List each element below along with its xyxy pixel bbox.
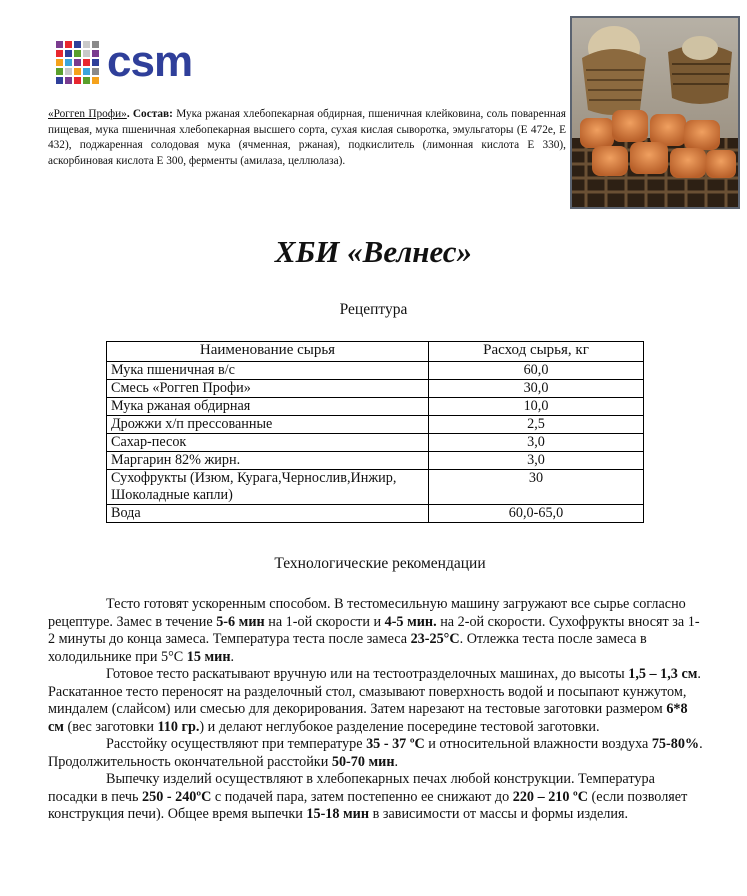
bold-value: 23-25°С <box>410 631 460 647</box>
logo-square <box>56 77 63 84</box>
header-amount: Расход сырья, кг <box>429 342 644 362</box>
text-run: на 1-ой скорости и <box>264 613 385 630</box>
table-row <box>107 434 644 452</box>
ingredient-name: Вода <box>107 505 429 523</box>
ingredient-name: Дрожжи х/п прессованные <box>107 416 429 434</box>
paragraph <box>48 736 704 771</box>
page-title: ХБИ «Велнес» <box>274 234 473 269</box>
composition-body: Мука ржаная хлебопекарная обдирная, пшеничная клейковина, соль поваренная пищевая, мука пшеничная хлебопекарная высшего сорта, сухая кислая сыворотка, эмульгаторы (Е 472е, Е 432), поджаренная солодовая мука (ячменная, ржаная), подкислитель (лимонная кислота Е 330), аскорбиновая кислота Е 300, ферменты (амилаза, целлюлаза). <box>48 108 567 167</box>
logo-square <box>74 77 81 84</box>
text-run: Выпечку изделий осуществляют в хлебопекарных печах любой конструкции. Температура посадки в печь <box>48 771 655 805</box>
text-run: ) и делают неглубокое разделение посередине тестовой заготовки. <box>199 718 600 735</box>
text-run: (вес заготовки <box>63 718 158 735</box>
ingredient-amount: 60,0-65,0 <box>429 505 644 523</box>
bold-value: 75-80% <box>651 736 700 752</box>
text-run: (если позволяет конструкция печи). Общее время выпечки <box>48 788 688 822</box>
logo-square <box>56 41 63 48</box>
ingredient-amount: 10,0 <box>429 398 644 416</box>
ingredient-name: Мука пшеничная в/с <box>107 362 429 380</box>
text-run: с подачей пара, затем постепенно ее снижают до <box>211 788 513 805</box>
ingredient-amount: 30,0 <box>429 380 644 398</box>
paragraph <box>48 771 704 824</box>
logo-square <box>83 41 90 48</box>
table-row <box>107 470 644 505</box>
text-run: Расстойку осуществляют при температуре <box>106 736 367 752</box>
ingredient-amount: 3,0 <box>429 434 644 452</box>
text-run: . Продолжительность окончательной расстойки <box>48 736 703 770</box>
logo-square <box>65 59 72 66</box>
ingredient-name: Мука ржаная обдирная <box>107 398 429 416</box>
logo-square <box>56 68 63 75</box>
ingredient-amount: 30 <box>429 470 644 505</box>
tech-recommendations-title: Технологические рекомендации <box>274 555 486 572</box>
ingredient-name: Маргарин 82% жирн. <box>107 452 429 470</box>
text-run: на 2-ой скорости. Сухофрукты вносят за 1-2 минуты до конца замеса. Температура теста после замеса <box>48 613 700 647</box>
logo-square <box>65 77 72 84</box>
bread-basket-photo <box>572 18 738 207</box>
table-row <box>107 452 644 470</box>
logo-square <box>65 68 72 75</box>
logo-square <box>92 59 99 66</box>
text-run: . Отлежка теста после замеса в холодильнике при 5°С <box>48 631 647 665</box>
ingredient-name: Сахар-песок <box>107 434 429 452</box>
paragraph <box>48 666 704 736</box>
logo-square <box>74 59 81 66</box>
logo-square <box>56 50 63 57</box>
bold-value: 5-6 мин <box>216 613 265 630</box>
logo-square <box>56 59 63 66</box>
text-run: в зависимости от массы и формы изделия. <box>369 806 629 822</box>
logo-mosaic-icon <box>56 41 99 84</box>
logo-square <box>83 68 90 75</box>
logo-square <box>92 50 99 57</box>
bold-value: 6*8 см <box>48 701 688 735</box>
composition-text: «Роггеn Профи». Состав: Мука ржаная хлебопекарная обдирная, пшеничная клейковина, соль поваренная пищевая, мука пшеничная хлебопекарная высшего сорта, сухая кислая сыворотка, эмульгаторы (Е 472е, Е 432), поджаренная солодовая мука (ячменная, ржаная), подкислитель (лимонная кислота Е 330), аскорбиновая кислота Е 300, ферменты (амилаза, целлюлаза). <box>48 108 567 167</box>
table-header-row <box>107 342 644 362</box>
logo-square <box>83 50 90 57</box>
ingredient-amount: 60,0 <box>429 362 644 380</box>
composition-product: «Роггеn Профи» <box>48 108 127 120</box>
bold-value: 250 - 240ºС <box>142 788 212 805</box>
text-run: . <box>394 753 399 770</box>
bold-value: 110 гр. <box>157 718 200 735</box>
table-row <box>107 380 644 398</box>
text-run: и относительной влажности воздуха <box>424 736 652 752</box>
bold-value: 15 мин <box>186 648 231 665</box>
logo-square <box>65 50 72 57</box>
logo-text: csm <box>107 37 193 86</box>
bold-value: 1,5 – 1,3 см <box>628 666 698 682</box>
text-run: . Раскатанное тесто переносят на разделочный стол, смазывают поверхность водой и посыпают кунжутом, миндалем (слайсом) или смесью для декорирования. Затем нарезают на тестовые заготовки размером <box>48 666 701 717</box>
ingredient-amount: 2,5 <box>429 416 644 434</box>
ingredient-amount: 3,0 <box>429 452 644 470</box>
table-row <box>107 505 644 523</box>
csm-logo <box>56 37 193 86</box>
recipe-subtitle: Рецептура <box>339 301 408 318</box>
logo-square <box>83 59 90 66</box>
table-row <box>107 398 644 416</box>
composition-label: Состав: <box>132 108 173 120</box>
tech-recommendations-text <box>48 596 704 824</box>
recipe-table-body <box>107 362 644 523</box>
text-run: Тесто готовят ускоренным способом. В тестомесильную машину загружают все сырье согласно рецептуре. Замес в течение <box>48 596 686 630</box>
ingredient-name: Смесь «Роггеn Профи» <box>107 380 429 398</box>
paragraph <box>48 596 704 666</box>
product-photo <box>570 16 740 209</box>
logo-square <box>92 68 99 75</box>
bold-value: 4-5 мин. <box>384 613 437 630</box>
ingredient-name: Сухофрукты (Изюм, Курага,Чернослив,Инжир, Шоколадные капли) <box>107 470 429 505</box>
logo-square <box>74 50 81 57</box>
logo-square <box>65 41 72 48</box>
logo-square <box>83 77 90 84</box>
bold-value: 220 – 210 ºС <box>512 788 588 805</box>
logo-square <box>92 77 99 84</box>
recipe-table <box>106 341 644 523</box>
logo-square <box>74 68 81 75</box>
table-row <box>107 416 644 434</box>
text-run: . <box>230 648 235 665</box>
logo-square <box>74 41 81 48</box>
table-row <box>107 362 644 380</box>
logo-square <box>92 41 99 48</box>
bold-value: 15-18 мин <box>306 806 370 822</box>
bold-value: 50-70 мин <box>331 753 395 770</box>
header-ingredient: Наименование сырья <box>107 342 429 362</box>
text-run: Готовое тесто раскатывают вручную или на тестоотразделочных машинах, до высоты <box>106 666 629 682</box>
bold-value: 35 - 37 ºС <box>366 736 425 752</box>
